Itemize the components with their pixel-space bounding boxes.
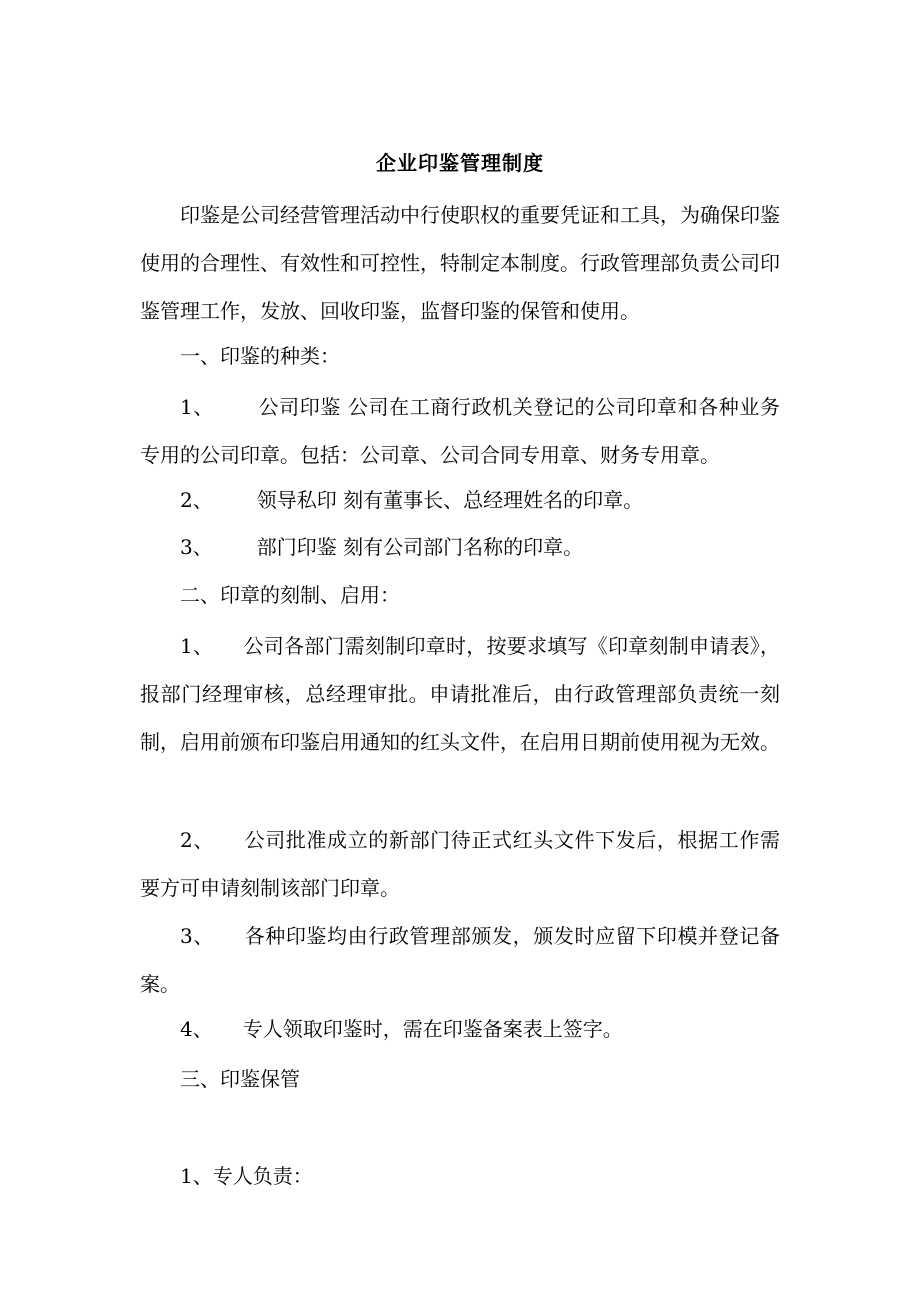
item-text: 领导私印 刻有董事长、总经理姓名的印章。 <box>256 488 644 512</box>
section3-sub-1 <box>140 1161 780 1191</box>
section2-heading-text: 二、印章的刻制、启用： <box>180 583 400 607</box>
section2-item-4 <box>140 1014 780 1044</box>
section1-item-2 <box>140 485 780 515</box>
section3-heading <box>140 1064 780 1094</box>
document-title: 企业印鉴管理制度 <box>376 151 544 175</box>
item-number: 1、 <box>180 395 214 419</box>
section1-item-3 <box>140 532 780 562</box>
item-number: 2、 <box>180 828 214 852</box>
item-number: 3、 <box>180 535 213 559</box>
section2-item-3 <box>140 912 780 1008</box>
item-number: 2、 <box>180 488 213 512</box>
intro-paragraph: 印鉴是公司经营管理活动中行使职权的重要凭证和工具，为确保印鉴使用的合理性、有效性和可控性，特制定本制度。行政管理部负责公司印鉴管理工作，发放、回收印鉴，监督印鉴的保管和使用。 <box>140 203 780 323</box>
section1-heading <box>140 341 780 371</box>
item-text: 公司批准成立的新部门待正式红头文件下发后，根据工作需要方可申请刻制该部门印章。 <box>140 828 781 900</box>
section2-heading <box>140 580 780 610</box>
item-number: 4、 <box>180 1017 213 1041</box>
section2-item-1 <box>140 622 780 766</box>
item-text: 各种印鉴均由行政管理部颁发，颁发时应留下印模并登记备案。 <box>140 924 781 996</box>
item-number: 3、 <box>180 924 214 948</box>
item-text: 部门印鉴 刻有公司部门名称的印章。 <box>256 535 584 559</box>
section1-item-1 <box>140 383 780 479</box>
section1-heading-text: 一、印鉴的种类： <box>180 344 340 368</box>
item-number: 1、 <box>180 634 214 658</box>
item-text: 公司各部门需刻制印章时，按要求填写《印章刻制申请表》，报部门经理审核，总经理审批。申请批准后，由行政管理部负责统一刻制，启用前颁布印鉴启用通知的红头文件，在启用日期前使用视为无效。 <box>140 634 780 754</box>
section3-heading-text: 三、印鉴保管 <box>180 1067 300 1091</box>
section3-sub-text: 1、专人负责： <box>180 1164 313 1188</box>
item-text: 公司印鉴 公司在工商行政机关登记的公司印章和各种业务专用的公司印章。包括：公司章、公司合同专用章、财务专用章。 <box>140 395 780 467</box>
section2-item-2 <box>140 816 780 912</box>
item-text: 专人领取印鉴时，需在印鉴备案表上签字。 <box>242 1017 623 1041</box>
